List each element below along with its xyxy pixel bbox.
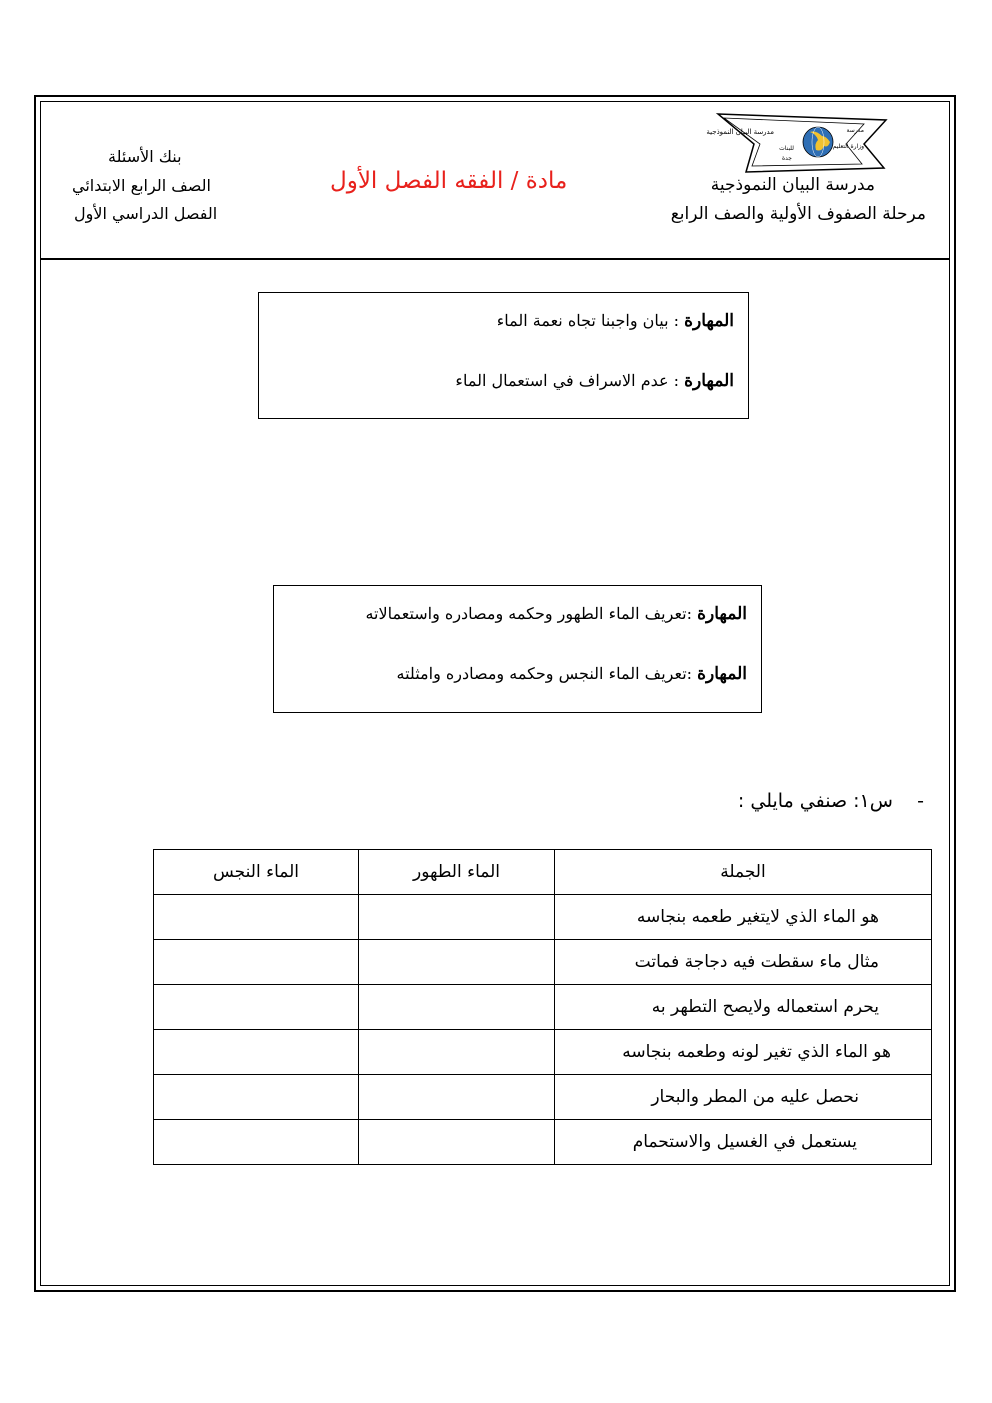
skill-label: المهارة (697, 664, 747, 684)
pure-water-answer-cell[interactable] (359, 985, 555, 1030)
table-row (154, 940, 932, 985)
logo-text-small: مدرسة (846, 127, 864, 134)
sentence-cell: يستعمل في الغسيل والاستحمام (555, 1120, 932, 1165)
impure-water-answer-cell[interactable] (154, 1030, 359, 1075)
skill-line (497, 311, 734, 331)
skill-line (455, 371, 734, 391)
classification-table (153, 849, 932, 1165)
table-row (154, 1120, 932, 1165)
sentence-cell: مثال ماء سقطت فيه دجاجة فماتت (555, 940, 932, 985)
skills-box-1 (258, 292, 749, 419)
logo-text-ministry: وزارة التعليم (832, 143, 864, 150)
impure-water-answer-cell[interactable] (154, 1075, 359, 1120)
skill-line (365, 604, 747, 624)
column-header-pure-water: الماء الطهور (359, 850, 555, 895)
pure-water-answer-cell[interactable] (359, 895, 555, 940)
question-1 (738, 790, 924, 812)
logo-text-jeddah: جدة (781, 155, 792, 162)
sentence-cell: يحرم استعماله ولايصح التطهر به (555, 985, 932, 1030)
logo-text-school: مدرسة البيان النموذجية (706, 128, 774, 136)
table-row (154, 1075, 932, 1120)
school-logo (706, 110, 890, 176)
subject-title: مادة / الفقه الفصل الأول (330, 168, 568, 194)
pure-water-answer-cell[interactable] (359, 940, 555, 985)
column-header-impure-water: الماء النجس (154, 850, 359, 895)
skill-separator: : (686, 604, 698, 623)
skill-line (397, 664, 747, 684)
pure-water-answer-cell[interactable] (359, 1120, 555, 1165)
question-bank-label: بنك الأسئلة (108, 147, 182, 166)
sentence-cell: هو الماء الذي تغير لونه وطعمه بنجاسه (555, 1030, 932, 1075)
table-row (154, 985, 932, 1030)
table-header-row (154, 850, 932, 895)
skill-text: تعريف الماء النجس وحكمه ومصادره وامثلته (396, 664, 687, 683)
logo-text-girls: للبنات (779, 145, 794, 152)
table-row (154, 895, 932, 940)
table-row (154, 1030, 932, 1075)
sentence-cell: هو الماء الذي لايتغير طعمه بنجاسه (555, 895, 932, 940)
skill-label: المهارة (684, 371, 734, 391)
sentence-cell: نحصل عليه من المطر والبحار (555, 1075, 932, 1120)
school-stage: مرحلة الصفوف الأولية والصف الرابع (670, 204, 926, 224)
skill-separator: : (668, 311, 685, 330)
skill-text: عدم الاسراف في استعمال الماء (455, 371, 669, 390)
skill-label: المهارة (684, 311, 734, 331)
column-header-sentence: الجملة (555, 850, 932, 895)
skill-text: بيان واجبنا تجاه نعمة الماء (496, 311, 669, 330)
skill-separator: : (686, 664, 698, 683)
grade-label: الصف الرابع الابتدائي (72, 176, 211, 195)
school-name: مدرسة البيان النموذجية (710, 175, 875, 195)
term-label: الفصل الدراسي الأول (74, 204, 218, 223)
header-divider (40, 258, 950, 260)
question-bullet: - (917, 790, 924, 812)
skill-text: تعريف الماء الطهور وحكمه ومصادره واستعمالاته (365, 604, 687, 623)
question-text: س١: صنفي مايلي : (737, 790, 893, 812)
impure-water-answer-cell[interactable] (154, 895, 359, 940)
impure-water-answer-cell[interactable] (154, 1120, 359, 1165)
impure-water-answer-cell[interactable] (154, 985, 359, 1030)
skills-box-2 (273, 585, 762, 713)
skill-separator: : (668, 371, 685, 390)
pure-water-answer-cell[interactable] (359, 1075, 555, 1120)
skill-label: المهارة (697, 604, 747, 624)
impure-water-answer-cell[interactable] (154, 940, 359, 985)
pure-water-answer-cell[interactable] (359, 1030, 555, 1075)
globe-icon (803, 127, 833, 157)
